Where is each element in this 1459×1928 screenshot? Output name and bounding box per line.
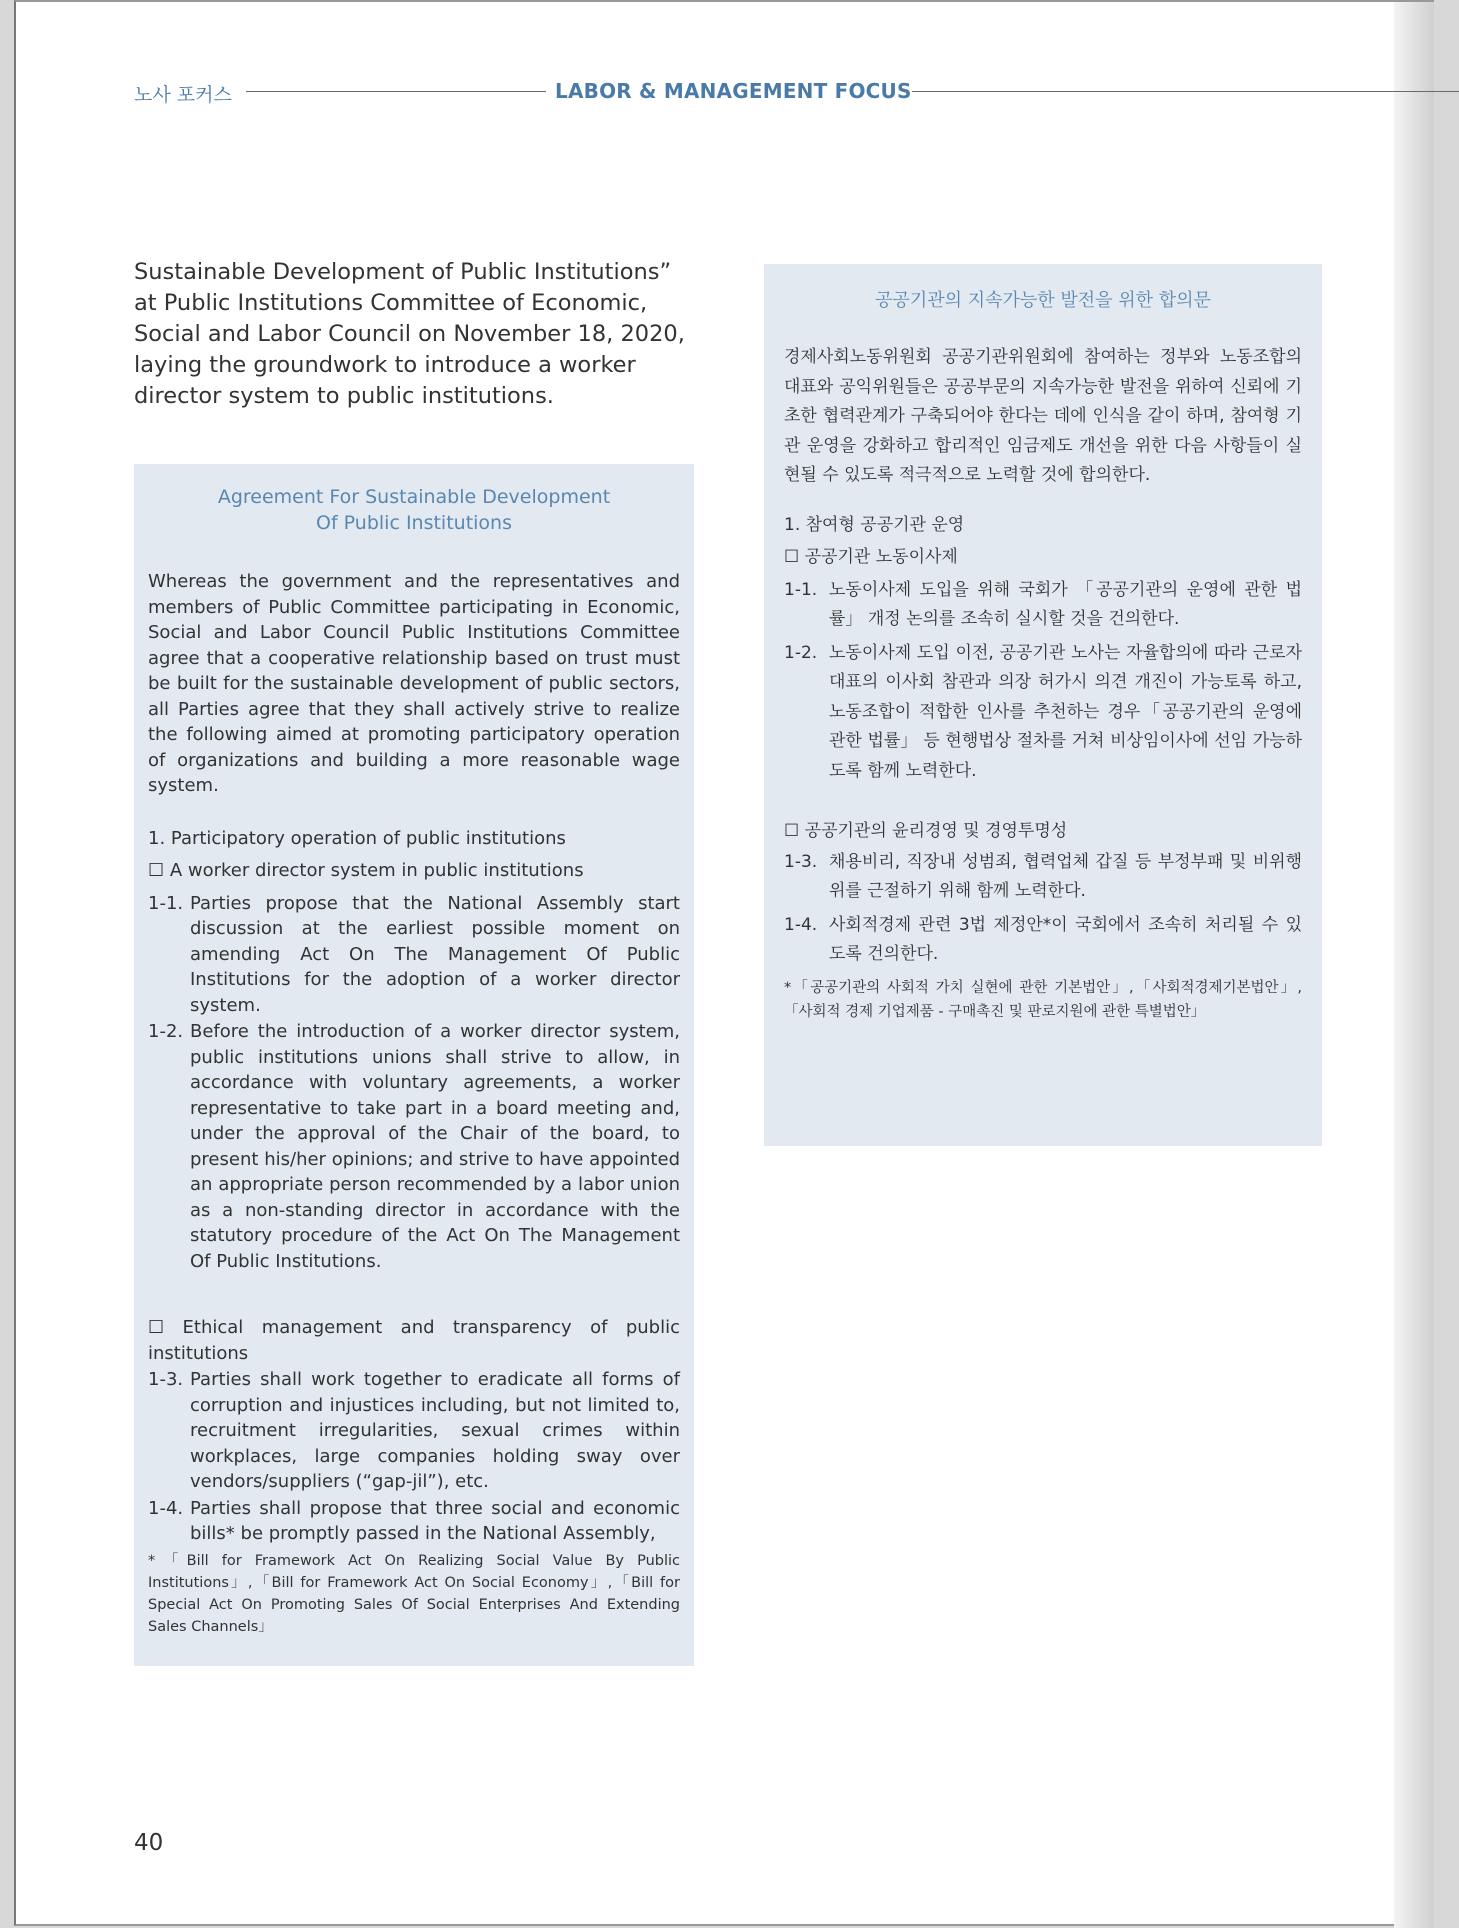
document-page <box>14 0 1434 1926</box>
section-heading-en: 1. Participatory operation of public institutions <box>148 827 566 849</box>
clause-1-1-ko <box>784 576 1302 635</box>
agreement-preamble-en: Whereas the government and the representatives and members of Public Committee participating in Economic, Social and Labor Council Public Institutions Committee agree that a cooperative relationship based on trust must be built for the sustainable development of public sectors, all Parties agree that they shall actively strive to realize the following aimed at promoting participatory operation of organizations and building a more reasonable wage system. <box>148 571 680 796</box>
clause-1-4-ko <box>784 911 1302 970</box>
intro-paragraph: Sustainable Development of Public Institutions” at Public Institutions Committee of Economic, Social and Labor Council on November 18, 2020, laying the groundwork to introduce a worker director system to public institutions. <box>134 259 685 409</box>
clause-text: Before the introduction of a worker director system, public institutions unions shall strive to allow, in accordance with voluntary agreements, a worker representative to take part in a board meeting and, under the approval of the Chair of the board, to present his/her opinions; and strive to have appointed an appropriate person recommended by a labor union as a non-standing director in accordance with the statutory procedure of the Act On The Management Of Public Institutions. <box>190 1021 680 1272</box>
subsection-b-en: ☐ Ethical management and transparency of public institutions <box>148 1317 680 1364</box>
agreement-preamble-ko: 경제사회노동위원회 공공기관위원회에 참여하는 정부와 노동조합의 대표와 공익위원들은 공공부문의 지속가능한 발전을 위하여 신뢰에 기초한 협력관계가 구축되어야 한다는 데에 인식을 같이 하며, 참여형 기관 운영을 강화하고 합리적인 임금제도 개선을 위한 다음 사항들이 실현될 수 있도록 적극적으로 노력할 것에 합의한다. <box>784 347 1302 485</box>
agreement-box-english <box>134 464 694 1666</box>
clause-1-2-ko <box>784 639 1302 787</box>
subsection-b-ko: ☐ 공공기관의 윤리경영 및 경영투명성 <box>784 821 1068 841</box>
header-section-ko: 노사 포커스 <box>134 84 232 106</box>
clause-text: 사회적경제 관련 3법 제정안*이 국회에서 조속히 처리될 수 있도록 건의한다. <box>829 914 1302 964</box>
running-header <box>134 78 1459 104</box>
footnote-ko: *「공공기관의 사회적 가치 실현에 관한 기본법안」,「사회적경제기본법안」,「사회적 경제 기업제품 - 구매촉진 및 판로지원에 관한 특별법안」 <box>784 979 1302 1020</box>
clause-1-2-en <box>148 1019 680 1274</box>
header-rule-right <box>912 91 1459 92</box>
clause-number: 1-3. <box>784 851 818 872</box>
header-section-en: LABOR & MANAGEMENT FOCUS <box>555 79 912 103</box>
clause-1-1-en <box>148 891 680 1019</box>
clause-number: 1-4. <box>148 1497 184 1519</box>
clause-text: Parties propose that the National Assembly start discussion at the earliest possible moment on amending Act On The Management Of Public Institutions for the adoption of a worker director system. <box>190 892 680 1016</box>
clause-1-3-en <box>148 1367 680 1495</box>
clause-number: 1-4. <box>784 914 818 935</box>
clause-text: 노동이사제 도입을 위해 국회가 「공공기관의 운영에 관한 법률」 개정 논의를 조속히 실시할 것을 건의한다. <box>829 579 1302 629</box>
agreement-box-korean <box>764 264 1322 1146</box>
header-rule-left <box>246 91 546 92</box>
agreement-title-ko: 공공기관의 지속가능한 발전을 위한 합의문 <box>875 290 1211 311</box>
page-number: 40 <box>134 1830 164 1856</box>
agreement-title-en <box>148 484 680 536</box>
subsection-a-en: ☐ A worker director system in public institutions <box>148 860 584 881</box>
page-edge-shadow <box>1394 2 1434 1928</box>
clause-number: 1-2. <box>148 1021 184 1042</box>
section-heading-ko: 1. 참여형 공공기관 운영 <box>784 514 965 535</box>
clause-text: Parties shall work together to eradicate all forms of corruption and injustices including, but not limited to, recruitment irregularities, sexual crimes within workplaces, large companies holding sway over vendors/suppliers (“gap-jil”), etc. <box>190 1369 680 1492</box>
clause-text: 노동이사제 도입 이전, 공공기관 노사는 자율합의에 따라 근로자 대표의 이사회 참관과 의장 허가시 의견 개진이 가능토록 하고, 노동조합이 적합한 인사를 추천하는 경우「공공기관의 운영에 관한 법률」 등 현행법상 절차를 거쳐 비상임이사에 선임 가능하도록 함께 노력한다. <box>829 642 1302 781</box>
agreement-title-line2: Of Public Institutions <box>315 512 512 534</box>
clause-number: 1-1. <box>784 579 818 600</box>
clause-1-3-ko <box>784 848 1302 907</box>
clause-text: 채용비리, 직장내 성범죄, 협력업체 갑질 등 부정부패 및 비위행위를 근절하기 위해 함께 노력한다. <box>829 851 1302 901</box>
clause-number: 1-1. <box>148 892 184 914</box>
clause-number: 1-3. <box>148 1369 184 1390</box>
clause-text: Parties shall propose that three social and economic bills* be promptly passed in the National Assembly, <box>190 1497 680 1544</box>
clause-number: 1-2. <box>784 642 818 663</box>
clause-1-4-en <box>148 1496 680 1547</box>
agreement-title-line1: Agreement For Sustainable Development <box>217 486 611 508</box>
subsection-a-ko: ☐ 공공기관 노동이사제 <box>784 547 958 567</box>
footnote-en: *「Bill for Framework Act On Realizing Social Value By Public Institutions」,「Bill for Framework Act On Social Economy」,「Bill for Special Act On Promoting Sales Of Social Enterprises And Extending Sales Channels」 <box>148 1552 680 1635</box>
